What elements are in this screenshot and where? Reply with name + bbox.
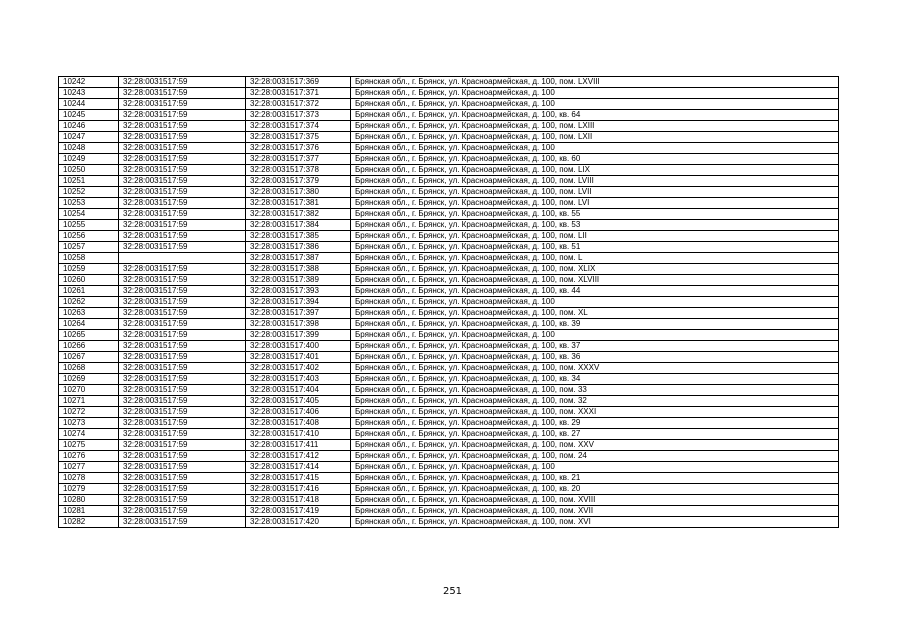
address-cell: Брянская обл., г. Брянск, ул. Красноармейская, д. 100, кв. 27 xyxy=(351,429,839,440)
table-row xyxy=(59,495,839,506)
row-number-cell: 10249 xyxy=(59,154,119,165)
row-number-cell: 10277 xyxy=(59,462,119,473)
address-cell: Брянская обл., г. Брянск, ул. Красноармейская, д. 100, кв. 60 xyxy=(351,154,839,165)
address-cell: Брянская обл., г. Брянск, ул. Красноармейская, д. 100, кв. 37 xyxy=(351,341,839,352)
row-number-cell: 10268 xyxy=(59,363,119,374)
table-row xyxy=(59,176,839,187)
parcel-number-cell: 32:28:0031517:59 xyxy=(119,385,246,396)
row-number-cell: 10272 xyxy=(59,407,119,418)
table-row xyxy=(59,77,839,88)
table-row xyxy=(59,143,839,154)
object-number-cell: 32:28:0031517:412 xyxy=(246,451,351,462)
table-row xyxy=(59,517,839,528)
table-row xyxy=(59,286,839,297)
address-cell: Брянская обл., г. Брянск, ул. Красноармейская, д. 100, пом. XLIX xyxy=(351,264,839,275)
object-number-cell: 32:28:0031517:419 xyxy=(246,506,351,517)
row-number-cell: 10265 xyxy=(59,330,119,341)
parcel-number-cell: 32:28:0031517:59 xyxy=(119,374,246,385)
object-number-cell: 32:28:0031517:375 xyxy=(246,132,351,143)
table-row xyxy=(59,231,839,242)
table-row xyxy=(59,253,839,264)
address-cell: Брянская обл., г. Брянск, ул. Красноармейская, д. 100, кв. 20 xyxy=(351,484,839,495)
row-number-cell: 10262 xyxy=(59,297,119,308)
parcel-number-cell: 32:28:0031517:59 xyxy=(119,352,246,363)
address-cell: Брянская обл., г. Брянск, ул. Красноармейская, д. 100, кв. 51 xyxy=(351,242,839,253)
object-number-cell: 32:28:0031517:402 xyxy=(246,363,351,374)
object-number-cell: 32:28:0031517:371 xyxy=(246,88,351,99)
address-cell: Брянская обл., г. Брянск, ул. Красноармейская, д. 100, пом. LII xyxy=(351,231,839,242)
parcel-number-cell: 32:28:0031517:59 xyxy=(119,517,246,528)
address-cell: Брянская обл., г. Брянск, ул. Красноармейская, д. 100, кв. 39 xyxy=(351,319,839,330)
row-number-cell: 10273 xyxy=(59,418,119,429)
address-cell: Брянская обл., г. Брянск, ул. Красноармейская, д. 100, пом. XXXI xyxy=(351,407,839,418)
address-cell: Брянская обл., г. Брянск, ул. Красноармейская, д. 100, пом. LXIII xyxy=(351,121,839,132)
object-number-cell: 32:28:0031517:384 xyxy=(246,220,351,231)
table-row xyxy=(59,473,839,484)
address-cell: Брянская обл., г. Брянск, ул. Красноармейская, д. 100, кв. 64 xyxy=(351,110,839,121)
table-row xyxy=(59,165,839,176)
row-number-cell: 10246 xyxy=(59,121,119,132)
address-cell: Брянская обл., г. Брянск, ул. Красноармейская, д. 100 xyxy=(351,143,839,154)
object-number-cell: 32:28:0031517:414 xyxy=(246,462,351,473)
table-row xyxy=(59,451,839,462)
row-number-cell: 10257 xyxy=(59,242,119,253)
table-row xyxy=(59,121,839,132)
page-number: 251 xyxy=(442,586,463,597)
address-cell: Брянская обл., г. Брянск, ул. Красноармейская, д. 100, пом. XLVIII xyxy=(351,275,839,286)
object-number-cell: 32:28:0031517:415 xyxy=(246,473,351,484)
table-row xyxy=(59,209,839,220)
table-row xyxy=(59,198,839,209)
object-number-cell: 32:28:0031517:406 xyxy=(246,407,351,418)
parcel-number-cell: 32:28:0031517:59 xyxy=(119,209,246,220)
address-cell: Брянская обл., г. Брянск, ул. Красноармейская, д. 100, пом. L xyxy=(351,253,839,264)
parcel-number-cell: 32:28:0031517:59 xyxy=(119,451,246,462)
parcel-number-cell: 32:28:0031517:59 xyxy=(119,308,246,319)
row-number-cell: 10280 xyxy=(59,495,119,506)
object-number-cell: 32:28:0031517:372 xyxy=(246,99,351,110)
row-number-cell: 10267 xyxy=(59,352,119,363)
address-cell: Брянская обл., г. Брянск, ул. Красноармейская, д. 100, пом. LVI xyxy=(351,198,839,209)
address-cell: Брянская обл., г. Брянск, ул. Красноармейская, д. 100, пом. 32 xyxy=(351,396,839,407)
table-row xyxy=(59,264,839,275)
table-row xyxy=(59,352,839,363)
table-row xyxy=(59,429,839,440)
address-cell: Брянская обл., г. Брянск, ул. Красноармейская, д. 100, пом. XVII xyxy=(351,506,839,517)
parcel-number-cell: 32:28:0031517:59 xyxy=(119,330,246,341)
object-number-cell: 32:28:0031517:376 xyxy=(246,143,351,154)
address-cell: Брянская обл., г. Брянск, ул. Красноармейская, д. 100, кв. 36 xyxy=(351,352,839,363)
table-row xyxy=(59,341,839,352)
table-row xyxy=(59,462,839,473)
parcel-number-cell: 32:28:0031517:59 xyxy=(119,495,246,506)
parcel-number-cell: 32:28:0031517:59 xyxy=(119,484,246,495)
object-number-cell: 32:28:0031517:400 xyxy=(246,341,351,352)
object-number-cell: 32:28:0031517:411 xyxy=(246,440,351,451)
table-row xyxy=(59,319,839,330)
address-cell: Брянская обл., г. Брянск, ул. Красноармейская, д. 100, кв. 29 xyxy=(351,418,839,429)
table-row xyxy=(59,506,839,517)
parcel-number-cell: 32:28:0031517:59 xyxy=(119,319,246,330)
table-row xyxy=(59,154,839,165)
address-cell: Брянская обл., г. Брянск, ул. Красноармейская, д. 100, пом. LVII xyxy=(351,187,839,198)
object-number-cell: 32:28:0031517:389 xyxy=(246,275,351,286)
parcel-number-cell: 32:28:0031517:59 xyxy=(119,154,246,165)
address-cell: Брянская обл., г. Брянск, ул. Красноармейская, д. 100, пом. LXVIII xyxy=(351,77,839,88)
address-cell: Брянская обл., г. Брянск, ул. Красноармейская, д. 100, пом. XXV xyxy=(351,440,839,451)
row-number-cell: 10256 xyxy=(59,231,119,242)
table-row xyxy=(59,297,839,308)
object-number-cell: 32:28:0031517:378 xyxy=(246,165,351,176)
table-body xyxy=(59,77,839,528)
row-number-cell: 10255 xyxy=(59,220,119,231)
address-cell: Брянская обл., г. Брянск, ул. Красноармейская, д. 100, пом. XVIII xyxy=(351,495,839,506)
address-cell: Брянская обл., г. Брянск, ул. Красноармейская, д. 100, пом. 24 xyxy=(351,451,839,462)
address-cell: Брянская обл., г. Брянск, ул. Красноармейская, д. 100, пом. XVI xyxy=(351,517,839,528)
object-number-cell: 32:28:0031517:369 xyxy=(246,77,351,88)
object-number-cell: 32:28:0031517:408 xyxy=(246,418,351,429)
parcel-number-cell: 32:28:0031517:59 xyxy=(119,88,246,99)
address-cell: Брянская обл., г. Брянск, ул. Красноармейская, д. 100, пом. LVIII xyxy=(351,176,839,187)
object-number-cell: 32:28:0031517:374 xyxy=(246,121,351,132)
row-number-cell: 10279 xyxy=(59,484,119,495)
row-number-cell: 10248 xyxy=(59,143,119,154)
address-cell: Брянская обл., г. Брянск, ул. Красноармейская, д. 100, пом. LIX xyxy=(351,165,839,176)
parcel-number-cell: 32:28:0031517:59 xyxy=(119,396,246,407)
object-number-cell: 32:28:0031517:398 xyxy=(246,319,351,330)
object-number-cell: 32:28:0031517:399 xyxy=(246,330,351,341)
row-number-cell: 10253 xyxy=(59,198,119,209)
row-number-cell: 10250 xyxy=(59,165,119,176)
row-number-cell: 10270 xyxy=(59,385,119,396)
table-row xyxy=(59,440,839,451)
parcel-number-cell: 32:28:0031517:59 xyxy=(119,418,246,429)
row-number-cell: 10244 xyxy=(59,99,119,110)
table-row xyxy=(59,220,839,231)
parcel-number-cell: 32:28:0031517:59 xyxy=(119,429,246,440)
table-row xyxy=(59,407,839,418)
table-row xyxy=(59,396,839,407)
parcel-number-cell: 32:28:0031517:59 xyxy=(119,462,246,473)
address-cell: Брянская обл., г. Брянск, ул. Красноармейская, д. 100, кв. 21 xyxy=(351,473,839,484)
parcel-number-cell: 32:28:0031517:59 xyxy=(119,242,246,253)
parcel-number-cell: 32:28:0031517:59 xyxy=(119,143,246,154)
address-cell: Брянская обл., г. Брянск, ул. Красноармейская, д. 100 xyxy=(351,330,839,341)
parcel-number-cell: 32:28:0031517:59 xyxy=(119,198,246,209)
parcel-number-cell: 32:28:0031517:59 xyxy=(119,176,246,187)
object-number-cell: 32:28:0031517:418 xyxy=(246,495,351,506)
row-number-cell: 10258 xyxy=(59,253,119,264)
parcel-number-cell: 32:28:0031517:59 xyxy=(119,121,246,132)
object-number-cell: 32:28:0031517:386 xyxy=(246,242,351,253)
parcel-number-cell: 32:28:0031517:59 xyxy=(119,99,246,110)
object-number-cell: 32:28:0031517:394 xyxy=(246,297,351,308)
object-number-cell: 32:28:0031517:387 xyxy=(246,253,351,264)
parcel-number-cell: 32:28:0031517:59 xyxy=(119,440,246,451)
parcel-number-cell: 32:28:0031517:59 xyxy=(119,264,246,275)
parcel-number-cell: 32:28:0031517:59 xyxy=(119,473,246,484)
address-cell: Брянская обл., г. Брянск, ул. Красноармейская, д. 100 xyxy=(351,99,839,110)
table-row xyxy=(59,110,839,121)
object-number-cell: 32:28:0031517:381 xyxy=(246,198,351,209)
object-number-cell: 32:28:0031517:377 xyxy=(246,154,351,165)
object-number-cell: 32:28:0031517:405 xyxy=(246,396,351,407)
address-cell: Брянская обл., г. Брянск, ул. Красноармейская, д. 100, кв. 53 xyxy=(351,220,839,231)
row-number-cell: 10251 xyxy=(59,176,119,187)
parcel-number-cell: 32:28:0031517:59 xyxy=(119,187,246,198)
object-number-cell: 32:28:0031517:404 xyxy=(246,385,351,396)
parcel-number-cell: 32:28:0031517:59 xyxy=(119,231,246,242)
row-number-cell: 10276 xyxy=(59,451,119,462)
parcel-number-cell xyxy=(119,253,246,264)
address-cell: Брянская обл., г. Брянск, ул. Красноармейская, д. 100, пом. XXXV xyxy=(351,363,839,374)
row-number-cell: 10252 xyxy=(59,187,119,198)
address-cell: Брянская обл., г. Брянск, ул. Красноармейская, д. 100, пом. LXII xyxy=(351,132,839,143)
table-row xyxy=(59,363,839,374)
table-row xyxy=(59,418,839,429)
parcel-number-cell: 32:28:0031517:59 xyxy=(119,506,246,517)
object-number-cell: 32:28:0031517:382 xyxy=(246,209,351,220)
parcel-number-cell: 32:28:0031517:59 xyxy=(119,341,246,352)
row-number-cell: 10271 xyxy=(59,396,119,407)
address-cell: Брянская обл., г. Брянск, ул. Красноармейская, д. 100, кв. 34 xyxy=(351,374,839,385)
address-cell: Брянская обл., г. Брянск, ул. Красноармейская, д. 100, пом. 33 xyxy=(351,385,839,396)
row-number-cell: 10259 xyxy=(59,264,119,275)
address-cell: Брянская обл., г. Брянск, ул. Красноармейская, д. 100 xyxy=(351,297,839,308)
table-row xyxy=(59,88,839,99)
row-number-cell: 10242 xyxy=(59,77,119,88)
object-number-cell: 32:28:0031517:379 xyxy=(246,176,351,187)
table-row xyxy=(59,330,839,341)
parcel-number-cell: 32:28:0031517:59 xyxy=(119,297,246,308)
address-cell: Брянская обл., г. Брянск, ул. Красноармейская, д. 100, кв. 44 xyxy=(351,286,839,297)
row-number-cell: 10269 xyxy=(59,374,119,385)
row-number-cell: 10245 xyxy=(59,110,119,121)
parcel-number-cell: 32:28:0031517:59 xyxy=(119,110,246,121)
row-number-cell: 10263 xyxy=(59,308,119,319)
row-number-cell: 10260 xyxy=(59,275,119,286)
parcel-number-cell: 32:28:0031517:59 xyxy=(119,165,246,176)
table-row xyxy=(59,385,839,396)
table-row xyxy=(59,484,839,495)
row-number-cell: 10274 xyxy=(59,429,119,440)
object-number-cell: 32:28:0031517:373 xyxy=(246,110,351,121)
row-number-cell: 10281 xyxy=(59,506,119,517)
object-number-cell: 32:28:0031517:410 xyxy=(246,429,351,440)
object-number-cell: 32:28:0031517:380 xyxy=(246,187,351,198)
parcel-number-cell: 32:28:0031517:59 xyxy=(119,407,246,418)
object-number-cell: 32:28:0031517:420 xyxy=(246,517,351,528)
address-cell: Брянская обл., г. Брянск, ул. Красноармейская, д. 100 xyxy=(351,88,839,99)
row-number-cell: 10261 xyxy=(59,286,119,297)
object-number-cell: 32:28:0031517:403 xyxy=(246,374,351,385)
object-number-cell: 32:28:0031517:388 xyxy=(246,264,351,275)
row-number-cell: 10275 xyxy=(59,440,119,451)
parcel-number-cell: 32:28:0031517:59 xyxy=(119,132,246,143)
row-number-cell: 10266 xyxy=(59,341,119,352)
parcel-number-cell: 32:28:0031517:59 xyxy=(119,275,246,286)
parcel-number-cell: 32:28:0031517:59 xyxy=(119,220,246,231)
object-number-cell: 32:28:0031517:401 xyxy=(246,352,351,363)
row-number-cell: 10264 xyxy=(59,319,119,330)
table-row xyxy=(59,99,839,110)
object-number-cell: 32:28:0031517:416 xyxy=(246,484,351,495)
row-number-cell: 10247 xyxy=(59,132,119,143)
table-row xyxy=(59,242,839,253)
table-row xyxy=(59,132,839,143)
row-number-cell: 10254 xyxy=(59,209,119,220)
parcel-number-cell: 32:28:0031517:59 xyxy=(119,286,246,297)
table-row xyxy=(59,374,839,385)
row-number-cell: 10278 xyxy=(59,473,119,484)
object-number-cell: 32:28:0031517:393 xyxy=(246,286,351,297)
table-row xyxy=(59,308,839,319)
object-number-cell: 32:28:0031517:385 xyxy=(246,231,351,242)
parcel-number-cell: 32:28:0031517:59 xyxy=(119,363,246,374)
address-cell: Брянская обл., г. Брянск, ул. Красноармейская, д. 100 xyxy=(351,462,839,473)
row-number-cell: 10243 xyxy=(59,88,119,99)
parcel-number-cell: 32:28:0031517:59 xyxy=(119,77,246,88)
row-number-cell: 10282 xyxy=(59,517,119,528)
table-row xyxy=(59,275,839,286)
registry-table xyxy=(58,76,839,528)
address-cell: Брянская обл., г. Брянск, ул. Красноармейская, д. 100, кв. 55 xyxy=(351,209,839,220)
table-row xyxy=(59,187,839,198)
object-number-cell: 32:28:0031517:397 xyxy=(246,308,351,319)
address-cell: Брянская обл., г. Брянск, ул. Красноармейская, д. 100, пом. XL xyxy=(351,308,839,319)
